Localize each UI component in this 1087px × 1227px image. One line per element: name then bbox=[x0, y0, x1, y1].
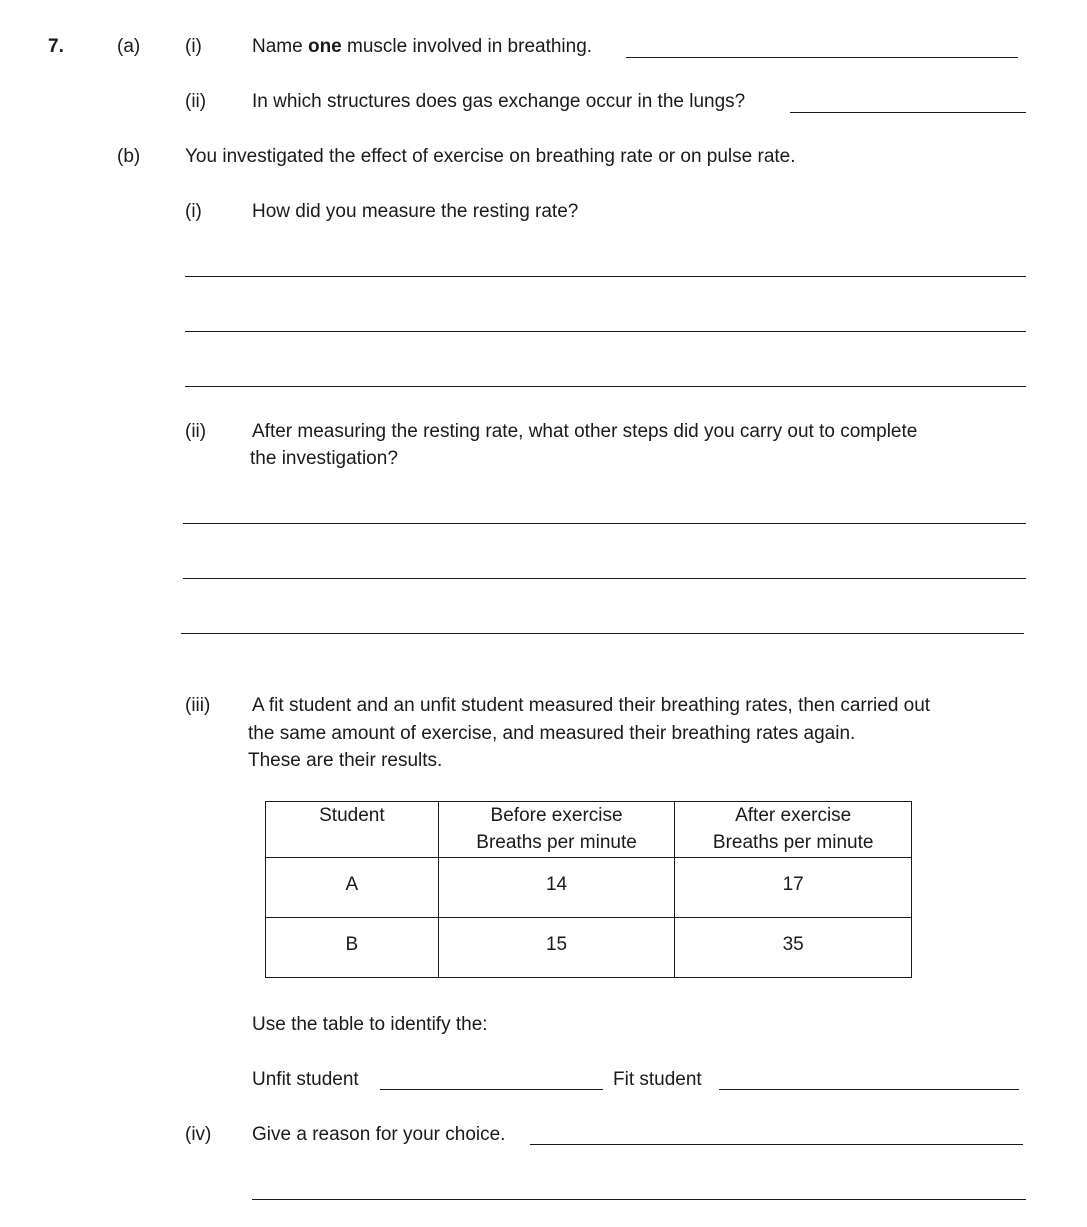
table-header-row bbox=[266, 802, 912, 858]
header-after-exercise: After exercise Breaths per minute bbox=[675, 802, 912, 858]
results-table bbox=[265, 801, 912, 978]
answer-line-b-i-3[interactable] bbox=[185, 386, 1026, 387]
answer-line-b-i-2[interactable] bbox=[185, 331, 1026, 332]
part-b-ii-question-line2: the investigation? bbox=[250, 448, 398, 469]
part-a-i-text-after: muscle involved in breathing. bbox=[341, 36, 593, 57]
cell-after: 35 bbox=[675, 918, 912, 978]
part-a-i-question bbox=[252, 35, 592, 59]
part-b-iii-text-line3: These are their results. bbox=[248, 750, 443, 771]
part-a-i-label: (i) bbox=[185, 36, 202, 57]
question-number: 7. bbox=[48, 36, 64, 57]
part-b-iii-label: (iii) bbox=[185, 695, 211, 716]
table-row bbox=[266, 918, 912, 978]
part-b-iv-label: (iv) bbox=[185, 1124, 212, 1145]
answer-line-b-iv-1[interactable] bbox=[530, 1144, 1023, 1145]
answer-line-b-ii-3[interactable] bbox=[181, 633, 1024, 634]
answer-line-a-ii[interactable] bbox=[790, 112, 1026, 113]
table-instruction: Use the table to identify the: bbox=[252, 1014, 488, 1035]
header-before-exercise: Before exercise Breaths per minute bbox=[438, 802, 675, 858]
cell-before: 14 bbox=[438, 858, 675, 918]
part-b-i-question: How did you measure the resting rate? bbox=[252, 201, 579, 222]
cell-after: 17 bbox=[675, 858, 912, 918]
answer-line-b-iv-2[interactable] bbox=[252, 1199, 1026, 1200]
part-a-label: (a) bbox=[117, 36, 141, 57]
header-student: Student bbox=[266, 802, 439, 858]
answer-line-b-i-1[interactable] bbox=[185, 276, 1026, 277]
cell-student: A bbox=[266, 858, 439, 918]
fit-student-answer-line[interactable] bbox=[719, 1089, 1019, 1090]
answer-line-b-ii-2[interactable] bbox=[183, 578, 1026, 579]
part-b-iii-text-line2: the same amount of exercise, and measured their breathing rates again. bbox=[248, 723, 856, 744]
answer-line-a-i[interactable] bbox=[626, 57, 1018, 58]
part-b-iii-text-line1: A fit student and an unfit student measured their breathing rates, then carried out bbox=[252, 695, 931, 716]
part-a-ii-label: (ii) bbox=[185, 91, 207, 112]
part-b-i-label: (i) bbox=[185, 201, 202, 222]
fit-student-label: Fit student bbox=[613, 1069, 702, 1090]
part-b-ii-question-line1: After measuring the resting rate, what other steps did you carry out to complete bbox=[252, 421, 918, 442]
part-b-label: (b) bbox=[117, 146, 141, 167]
cell-before: 15 bbox=[438, 918, 675, 978]
part-b-intro: You investigated the effect of exercise on breathing rate or on pulse rate. bbox=[185, 146, 796, 167]
unfit-student-label: Unfit student bbox=[252, 1069, 359, 1090]
part-b-ii-label: (ii) bbox=[185, 421, 207, 442]
part-b-iv-question: Give a reason for your choice. bbox=[252, 1124, 506, 1145]
unfit-student-answer-line[interactable] bbox=[380, 1089, 603, 1090]
table-row bbox=[266, 858, 912, 918]
part-a-ii-question: In which structures does gas exchange occur in the lungs? bbox=[252, 91, 746, 112]
cell-student: B bbox=[266, 918, 439, 978]
part-a-i-text-before: Name bbox=[252, 36, 308, 57]
part-a-i-text-bold: one bbox=[307, 36, 342, 57]
answer-line-b-ii-1[interactable] bbox=[183, 523, 1026, 524]
